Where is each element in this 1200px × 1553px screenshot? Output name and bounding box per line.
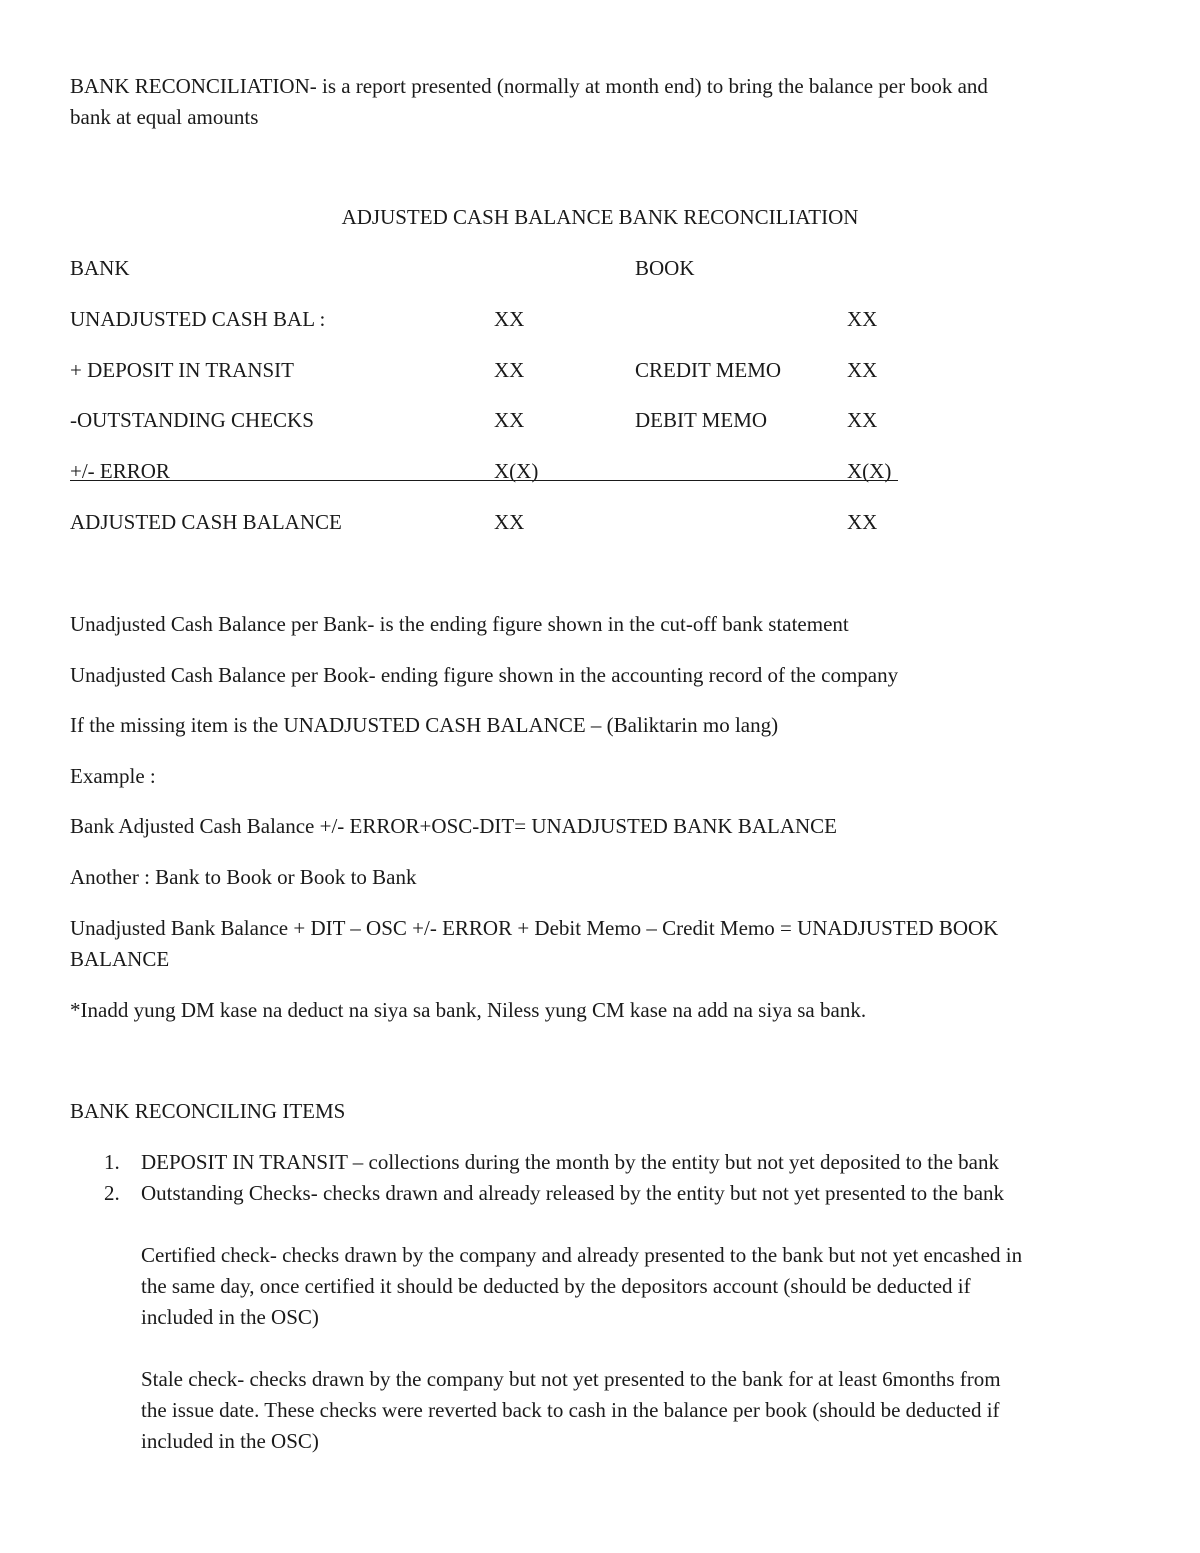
- row-book-label: CREDIT MEMO: [635, 358, 782, 382]
- note-line: Unadjusted Cash Balance per Bank- is the ending figure shown in the cut-off bank statement: [70, 612, 849, 636]
- formula-line-1: Unadjusted Bank Balance + DIT – OSC +/- ERROR + Debit Memo – Credit Memo = UNADJUSTED BOOK: [70, 916, 999, 940]
- row-book-value: XX: [847, 408, 878, 432]
- row-book-value: XX: [847, 307, 878, 331]
- row-book-value: XX: [847, 358, 878, 382]
- stale-check-line-3: included in the OSC): [141, 1429, 319, 1453]
- row-bank-label: + DEPOSIT IN TRANSIT: [70, 358, 294, 382]
- row-bank-value: XX: [494, 358, 525, 382]
- note-line: If the missing item is the UNADJUSTED CASH BALANCE – (Baliktarin mo lang): [70, 713, 779, 737]
- row-book-value: X(X): [847, 459, 892, 483]
- note-line: Example :: [70, 764, 156, 788]
- row-book-value: XX: [847, 510, 878, 534]
- certified-check-line-2: the same day, once certified it should be deducted by the depositors account (should be deducted if: [141, 1274, 971, 1298]
- intro-line-1: BANK RECONCILIATION- is a report presented (normally at month end) to bring the balance per book and: [70, 74, 988, 98]
- row-bank-value: XX: [494, 307, 525, 331]
- stale-check-line-1: Stale check- checks drawn by the company but not yet presented to the bank for at least 6months from: [141, 1367, 1001, 1391]
- stale-check-line-2: the issue date. These checks were reverted back to cash in the balance per book (should be deducted if: [141, 1398, 1000, 1422]
- list-item: Outstanding Checks- checks drawn and already released by the entity but not yet presented to the bank: [141, 1181, 1005, 1205]
- table-title: ADJUSTED CASH BALANCE BANK RECONCILIATION: [341, 205, 859, 229]
- bank-column-header: BANK: [70, 256, 130, 280]
- row-bank-label: UNADJUSTED CASH BAL :: [70, 307, 326, 331]
- book-column-header: BOOK: [635, 256, 695, 280]
- row-bank-label: +/- ERROR: [70, 459, 170, 483]
- error-row-underline: [70, 480, 898, 481]
- note-line: Bank Adjusted Cash Balance +/- ERROR+OSC-DIT= UNADJUSTED BANK BALANCE: [70, 814, 837, 838]
- row-bank-label: -OUTSTANDING CHECKS: [70, 408, 314, 432]
- footnote: *Inadd yung DM kase na deduct na siya sa bank, Niless yung CM kase na add na siya sa bank.: [70, 998, 867, 1022]
- certified-check-line-1: Certified check- checks drawn by the company and already presented to the bank but not yet encashed in: [141, 1243, 1023, 1267]
- row-bank-value: XX: [494, 510, 525, 534]
- row-book-label: DEBIT MEMO: [635, 408, 768, 432]
- certified-check-line-3: included in the OSC): [141, 1305, 319, 1329]
- note-line: Another : Bank to Book or Book to Bank: [70, 865, 417, 889]
- list-item: DEPOSIT IN TRANSIT – collections during the month by the entity but not yet deposited to the bank: [141, 1150, 999, 1174]
- row-bank-label: ADJUSTED CASH BALANCE: [70, 510, 342, 534]
- intro-line-2: bank at equal amounts: [70, 105, 259, 129]
- note-line: Unadjusted Cash Balance per Book- ending figure shown in the accounting record of the company: [70, 663, 899, 687]
- formula-line-2: BALANCE: [70, 947, 170, 971]
- row-bank-value: XX: [494, 408, 525, 432]
- list-number: 1.: [104, 1150, 120, 1174]
- row-bank-value: X(X): [494, 459, 539, 483]
- list-number: 2.: [104, 1181, 120, 1205]
- reconciling-heading: BANK RECONCILING ITEMS: [70, 1099, 346, 1123]
